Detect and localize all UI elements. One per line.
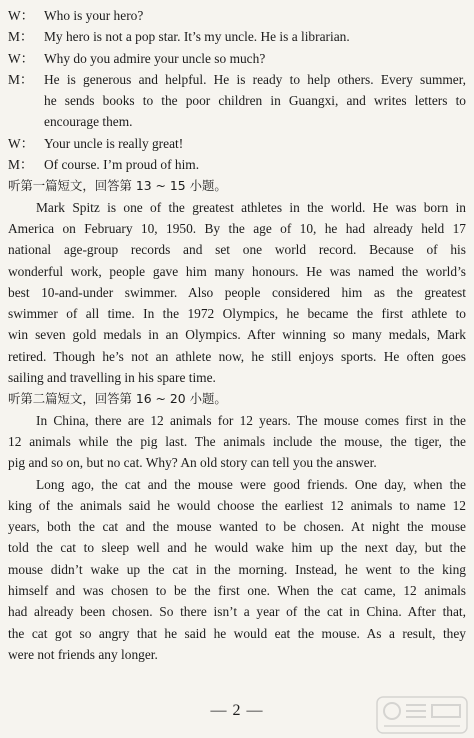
dialogue-continuation: encourage them. bbox=[44, 114, 133, 130]
passage-paragraph bbox=[8, 410, 466, 474]
dialogue-line bbox=[8, 26, 466, 47]
passage-line: pig and so on, but no cat. Why? An old story can tell you the answer. bbox=[8, 455, 377, 471]
passage-line: 12 animals while the pig last. The animals include the mouse, the tiger, the bbox=[8, 433, 466, 449]
speaker-label: W： bbox=[8, 135, 35, 151]
passage-line: win seven gold medals in an Olympics. After winning so many medals, Mark bbox=[8, 327, 466, 343]
dialogue-line bbox=[8, 5, 466, 26]
passage-line: had already been chosen. So there isn’t a year of the cat in China. After that, bbox=[8, 604, 466, 620]
dialogue-continuation: he sends books to the poor children in Guangxi, and writes letters to bbox=[44, 93, 466, 109]
passage-line: mouse didn’t wake up the cat in the morning. Instead, he went to the king bbox=[8, 561, 466, 577]
speaker-label: W： bbox=[8, 50, 35, 66]
passage-line: told the cat to sleep well and he would wake him up the next day, but the bbox=[8, 540, 466, 556]
passage-line: Mark Spitz is one of the greatest athletes in the world. He was born in bbox=[36, 199, 466, 215]
dialogue-text: Who is your hero? bbox=[44, 8, 144, 23]
passage-line: national age-group records and set one world record. Because of his bbox=[8, 242, 466, 258]
passage-line: In China, there are 12 animals for 12 years. The mouse comes first in the bbox=[36, 412, 466, 428]
passage-line: himself and was chosen to be the first one. When the cat came, 12 animals bbox=[8, 583, 466, 599]
dialogue-text: My hero is not a pop star. It’s my uncle. He is a librarian. bbox=[44, 29, 350, 45]
watermark-logo bbox=[376, 696, 468, 734]
speaker-label: M： bbox=[8, 71, 34, 87]
dialogue-text: Why do you admire your uncle so much? bbox=[44, 50, 266, 66]
dialogue-line bbox=[8, 48, 466, 69]
dialogue bbox=[8, 5, 466, 175]
section-heading: 听第二篇短文，回答第 16 ~ 20 小题。 bbox=[8, 391, 227, 407]
page-number: — 2 — bbox=[210, 702, 264, 719]
dialogue-line bbox=[8, 69, 466, 90]
passage-paragraph bbox=[8, 197, 466, 389]
passage-line: the cat got so angry that he said he would eat the mouse. As a result, they bbox=[8, 625, 466, 641]
speaker-label: M： bbox=[8, 29, 34, 45]
passage-line: sailing and travelling in his spare time. bbox=[8, 370, 216, 386]
speaker-label: W： bbox=[8, 8, 35, 23]
passage-line: Long ago, the cat and the mouse were good friends. One day, when the bbox=[36, 476, 466, 492]
passage-line: king of the animals said he would choose the earliest 12 animals to name 12 bbox=[8, 497, 466, 513]
section-heading: 听第一篇短文，回答第 13 ~ 15 小题。 bbox=[8, 178, 227, 194]
passage-paragraph bbox=[8, 474, 466, 666]
passage-line: wonderful work, people gave him many honours. He was named the world’s bbox=[8, 263, 466, 279]
passage-line: swimmer of all time. In the 1972 Olympics, he became the first athlete to bbox=[8, 306, 466, 322]
passage-line: America on February 10, 1950. By the age of 10, he had already held 17 bbox=[8, 220, 466, 236]
dialogue-line bbox=[8, 133, 466, 154]
dialogue-line bbox=[8, 154, 466, 175]
passage-line: best 10-and-under swimmer. Also people considered him as the greatest bbox=[8, 284, 466, 300]
passage-line: retired. Though he’s not an athlete now, he still enjoys sports. He often goes bbox=[8, 348, 466, 364]
dialogue-text: Your uncle is really great! bbox=[44, 135, 184, 151]
dialogue-text: He is generous and helpful. He is ready to help others. Every summer, bbox=[44, 71, 466, 87]
dialogue-text: Of course. I’m proud of him. bbox=[44, 157, 200, 173]
passage-line: years, both the cat and the mouse wanted to be chosen. At night the mouse bbox=[8, 519, 466, 535]
passage-line: were not friends any longer. bbox=[8, 646, 158, 662]
speaker-label: M： bbox=[8, 157, 34, 173]
document-page bbox=[8, 5, 466, 665]
